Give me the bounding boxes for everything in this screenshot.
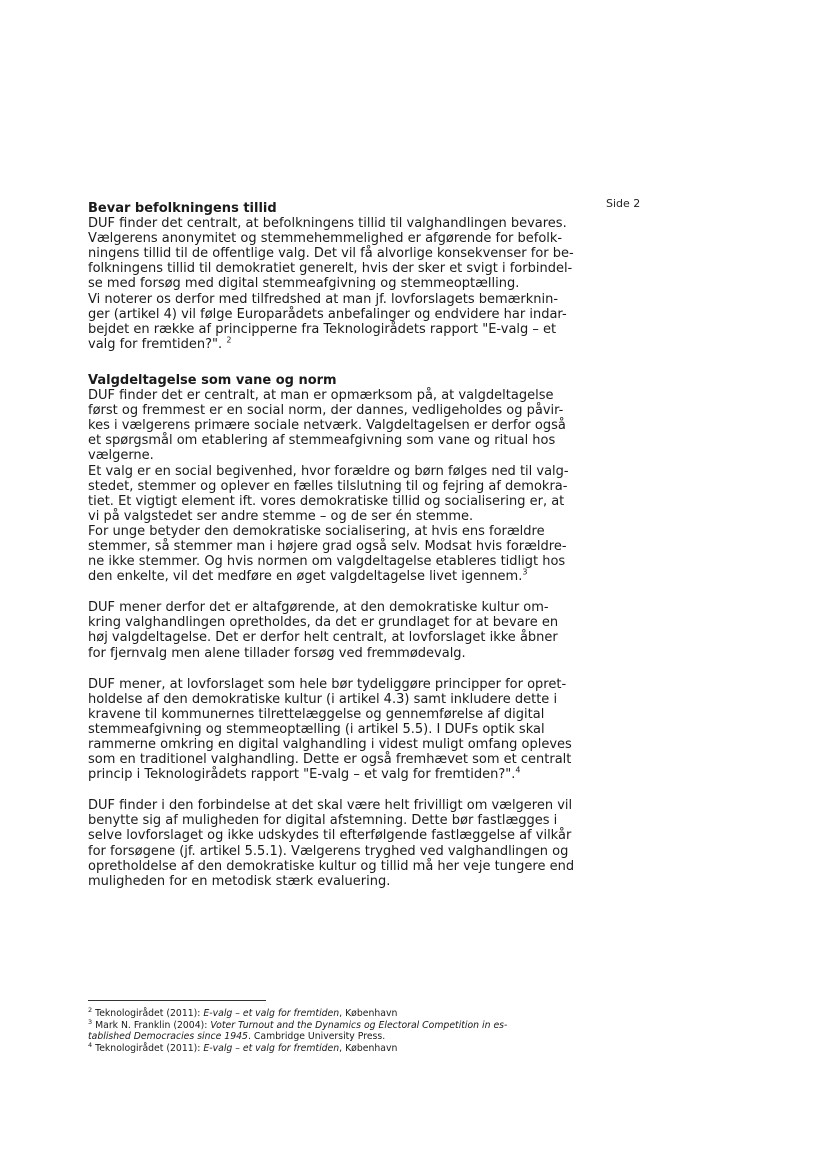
- text-line: DUF finder det er centralt, at man er opmærksom på, at valgdeltagelse: [88, 388, 554, 404]
- text-line: Vælgerens anonymitet og stemmehemmelighed er afgørende for befolk-: [88, 231, 563, 247]
- text-line: for fjernvalg men alene tillader forsøg ved fremmødevalg.: [88, 645, 466, 661]
- text-line: for forsøgene (jf. artikel 5.5.1). Vælgerens tryghed ved valghandlingen og: [88, 843, 569, 859]
- section-heading: Bevar befolkningens tillid: [88, 201, 277, 216]
- text-line: DUF mener, at lovforslaget som hele bør tydeliggøre principper for opret-: [88, 676, 567, 692]
- text-line: tiet. Et vigtigt element ift. vores demokratiske tillid og socialisering er, at: [88, 493, 565, 509]
- text-line: rammerne omkring en digital valghandling i videst muligt omfang opleves: [88, 737, 572, 752]
- text-line: vi på valgstedet ser andre stemme – og de ser én stemme.: [88, 508, 474, 524]
- text-line: ger (artikel 4) vil følge Europarådets anbefalinger og endvidere har indar-: [88, 306, 567, 322]
- footnotes: [88, 1005, 608, 1054]
- text-line: benytte sig af muligheden for digital afstemning. Dette bør fastlægges i: [88, 813, 558, 829]
- footnote: $^2$ Teknologirådet (2011): E-valg – et valg for fremtiden, København: [88, 1005, 398, 1019]
- text-line: Et valg er en social begivenhed, hvor forældre og børn følges ned til valg-: [88, 463, 569, 479]
- text-line: For unge betyder den demokratiske socialisering, at hvis ens forældre: [88, 523, 545, 539]
- paragraph: [88, 388, 588, 584]
- text-line: princip i Teknologirådets rapport "E-valg – et valg for fremtiden?".$^4$: [88, 765, 521, 783]
- footnote: $^3$ Mark N. Franklin (2004): Voter Turnout and the Dynamics og Electoral Competition in es-: [88, 1017, 508, 1031]
- footnote-ref: 4: [515, 765, 521, 775]
- text-line: stemmer, så stemmer man i højere grad også selv. Modsat hvis forældre-: [88, 538, 567, 554]
- text-line: kravene til kommunernes tilrettelæggelse og gennemførelse af digital: [88, 706, 545, 722]
- text-line: kring valghandlingen opretholdes, da det er grundlaget for at bevare en: [88, 615, 559, 631]
- text-line: opretholdelse af den demokratiske kultur og tillid må her veje tungere end: [88, 858, 575, 874]
- text-line: som en traditionel valghandling. Dette er også fremhævet som et centralt: [88, 752, 572, 768]
- text-line: kes i vælgerens primære sociale netværk. Valgdeltagelsen er derfor også: [88, 418, 566, 434]
- text-line: høj valgdeltagelse. Det er derfor helt centralt, at lovforslaget ikke åbner: [88, 630, 558, 646]
- text-line: ningens tillid til de offentlige valg. Det vil få alvorlige konsekvenser for be-: [88, 246, 574, 262]
- footnote-continuation: tablished Democracies since 1945. Cambridge University Press.: [88, 1031, 386, 1042]
- text-line: den enkelte, vil det medføre en øget valgdeltagelse livet igennem.$^3$: [88, 567, 528, 585]
- text-line: se med forsøg med digital stemmeafgivning og stemmeoptælling.: [88, 276, 520, 292]
- text-line: muligheden for en metodisk stærk evaluering.: [88, 873, 391, 889]
- page-number-label: Side 2: [606, 197, 641, 210]
- text-line: stemmeafgivning og stemmeoptælling (i artikel 5.5). I DUFs optik skal: [88, 721, 545, 737]
- text-line: stedet, stemmer og oplever en fælles tilslutning til og fejring af demokra-: [88, 478, 568, 494]
- text-line: først og fremmest er en social norm, der dannes, vedligeholdes og påvir-: [88, 403, 564, 419]
- text-line: bejdet en række af principperne fra Teknologirådets rapport "E-valg – et: [88, 321, 557, 337]
- text-line: vælgerne.: [88, 448, 154, 464]
- text-line: DUF mener derfor det er altafgørende, at den demokratiske kultur om-: [88, 600, 549, 616]
- text-line: folkningens tillid til demokratiet generelt, hvis der sker et svigt i forbindel-: [88, 261, 573, 277]
- paragraph: [88, 677, 588, 783]
- document-body: [88, 201, 588, 889]
- text-line: DUF finder i den forbindelse at det skal være helt frivilligt om vælgeren vil: [88, 798, 573, 814]
- section-heading: Valgdeltagelse som vane og norm: [88, 372, 337, 388]
- text-line: ne ikke stemmer. Og hvis normen om valgdeltagelse etableres tidligt hos: [88, 554, 566, 570]
- text-line: valg for fremtiden?". $^2$: [88, 335, 232, 352]
- paragraph: [88, 798, 588, 889]
- footnote-divider: [88, 1000, 266, 1001]
- text-line: selve lovforslaget og ikke udskydes til efterfølgende fastlæggelse af vilkår: [88, 828, 572, 844]
- footnote-ref: 2: [226, 335, 232, 345]
- paragraph: [88, 216, 588, 352]
- text-line: Vi noterer os derfor med tilfredshed at man jf. lovforslagets bemærknin-: [88, 291, 559, 307]
- footnote: $^4$ Teknologirådet (2011): E-valg – et valg for fremtiden, København: [88, 1040, 398, 1054]
- footnote-ref: 3: [522, 567, 528, 577]
- text-line: et spørgsmål om etablering af stemmeafgivning som vane og ritual hos: [88, 433, 556, 449]
- text-line: holdelse af den demokratiske kultur (i artikel 4.3) samt inkludere dette i: [88, 691, 558, 707]
- text-line: DUF finder det centralt, at befolkningens tillid til valghandlingen bevares.: [88, 216, 567, 232]
- paragraph: [88, 600, 588, 660]
